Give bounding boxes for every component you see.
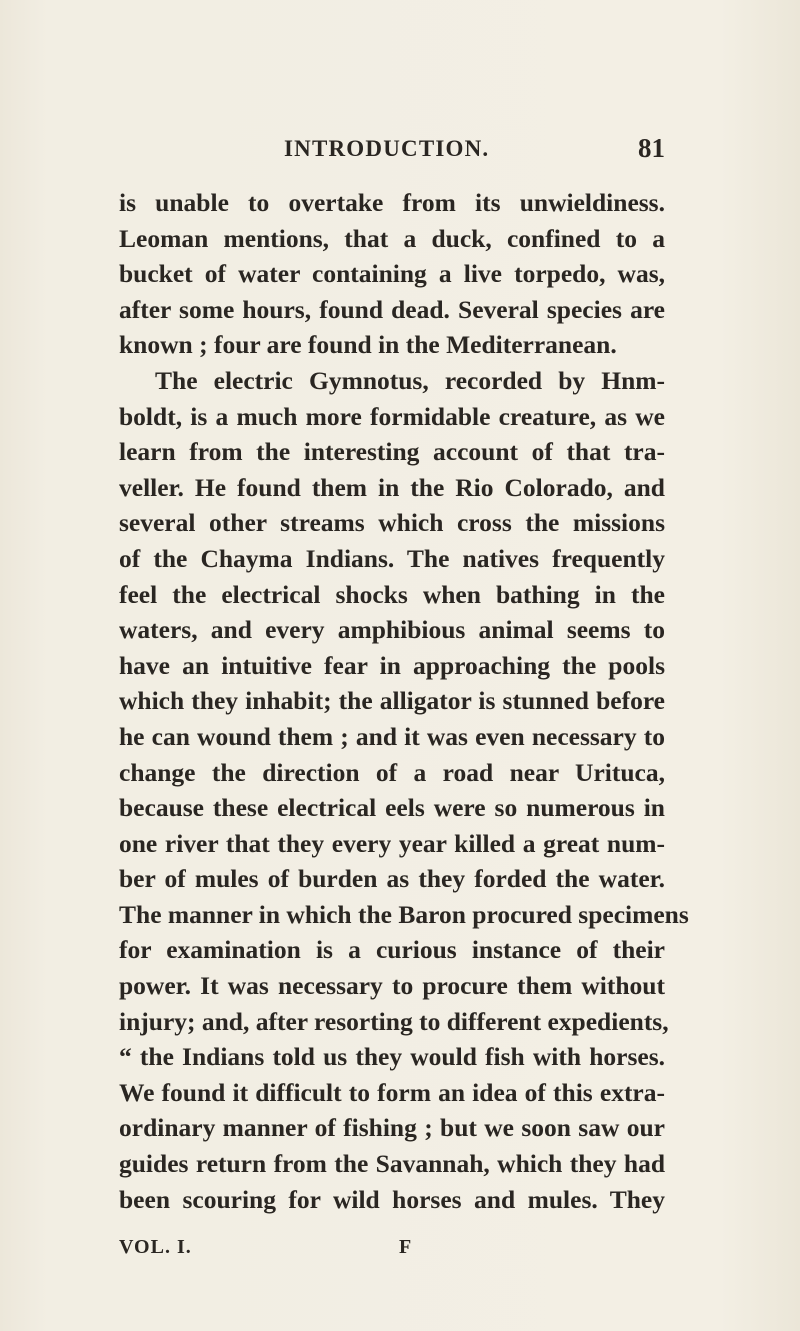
text-line: ber of mules of burden as they forded the water. [119, 864, 665, 894]
text-line: learn from the interesting account of that tra- [119, 437, 665, 467]
text-line: after some hours, found dead. Several species are [119, 294, 665, 324]
text-line: The electric Gymnotus, recorded by Hnm- [155, 365, 665, 395]
text-line: been scouring for wild horses and mules. They [119, 1184, 665, 1214]
text-line: one river that they every year killed a great num- [119, 828, 665, 858]
running-title: INTRODUCTION. [284, 136, 490, 161]
text-line: known ; four are found in the Mediterranean. [119, 330, 617, 360]
text-line: waters, and every amphibious animal seems to [119, 615, 665, 645]
text-line: he can wound them ; and it was even necessary to [119, 721, 665, 751]
signature-mark: F [399, 1236, 413, 1258]
text-line: veller. He found them in the Rio Colorado, and [119, 472, 665, 502]
text-line: is unable to overtake from its unwieldiness. [119, 188, 665, 217]
text-line: “ the Indians told us they would fish with horses. [119, 1042, 665, 1072]
page-header [120, 133, 665, 170]
text-line: several other streams which cross the missions [119, 508, 665, 538]
volume-mark: VOL. I. [119, 1236, 192, 1258]
page-number: 81 [638, 133, 665, 163]
text-line: We found it difficult to form an idea of this extra- [119, 1077, 665, 1107]
text-line: injury; and, after resorting to different expedients, [119, 1006, 669, 1036]
text-line: change the direction of a road near Urituca, [119, 757, 665, 787]
text-line: bucket of water containing a live torpedo, was, [119, 259, 665, 289]
text-line: feel the electrical shocks when bathing in the [119, 579, 665, 609]
page-footer [119, 1236, 665, 1266]
text-line: power. It was necessary to procure them without [119, 971, 665, 1001]
text-line: The manner in which the Baron procured specimens [119, 899, 689, 929]
text-line: because these electrical eels were so numerous in [119, 793, 665, 823]
text-line: ordinary manner of fishing ; but we soon saw our [119, 1113, 665, 1143]
text-line: for examination is a curious instance of their [119, 935, 665, 965]
text-line: boldt, is a much more formidable creature, as we [119, 401, 665, 431]
text-line: guides return from the Savannah, which they had [119, 1149, 665, 1179]
text-line: have an intuitive fear in approaching the pools [119, 650, 665, 680]
body-text [119, 185, 689, 1217]
text-line: which they inhabit; the alligator is stunned before [119, 686, 665, 716]
text-line: Leoman mentions, that a duck, confined to a [119, 223, 665, 253]
text-line: of the Chayma Indians. The natives frequently [119, 543, 665, 573]
